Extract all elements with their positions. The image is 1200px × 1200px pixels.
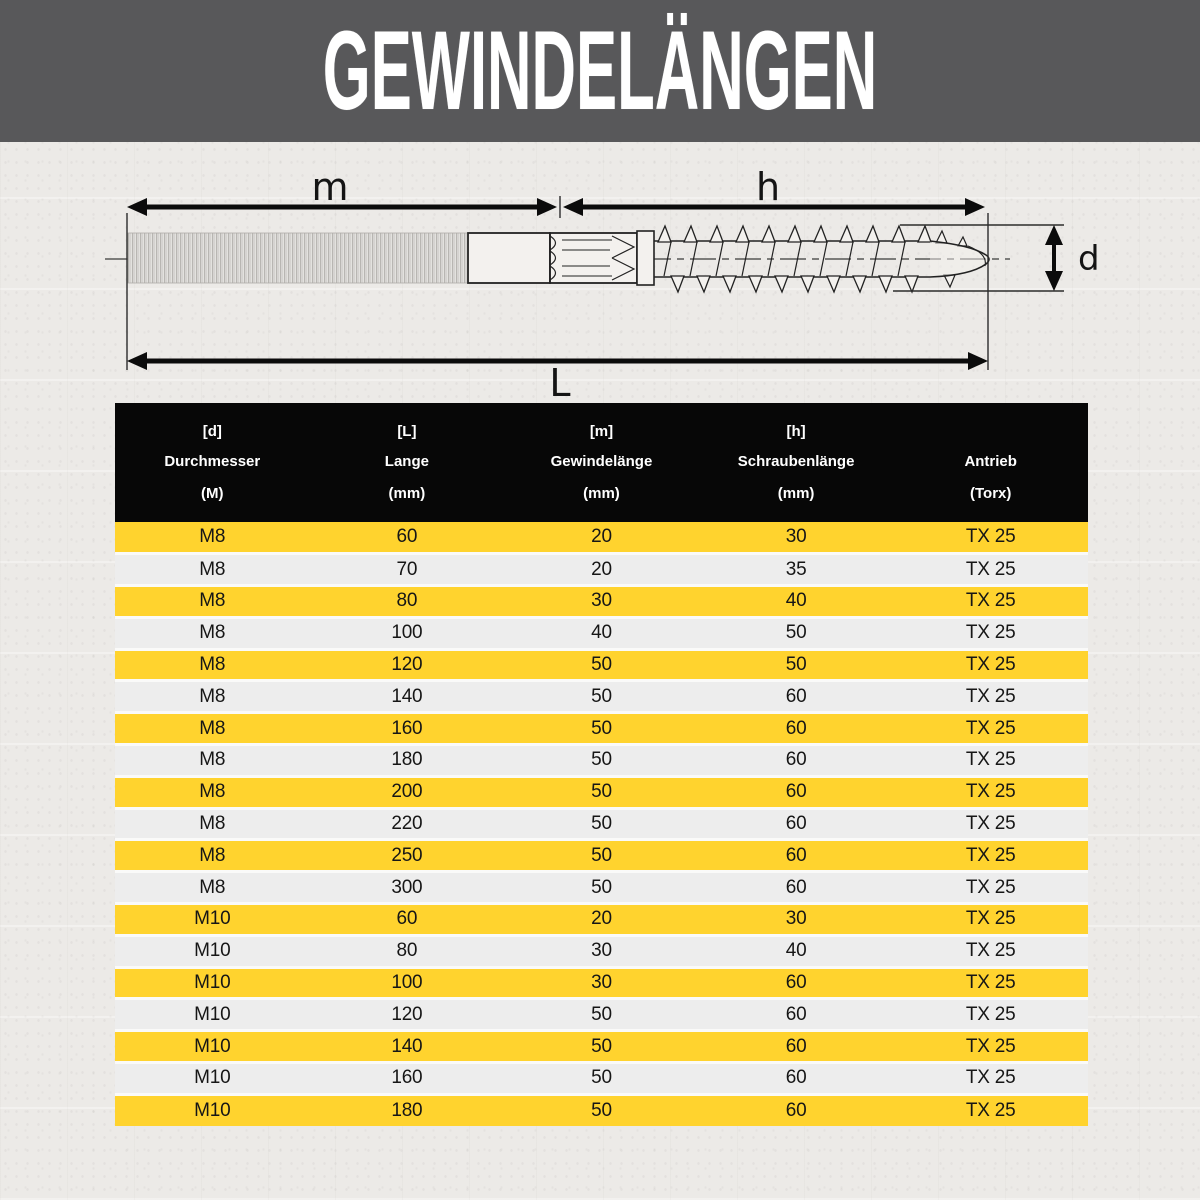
table-cell: M8	[115, 554, 310, 586]
header-name-row	[115, 444, 1088, 479]
table-cell: M10	[115, 1063, 310, 1095]
table-cell: 50	[504, 681, 699, 713]
thread-length-table	[115, 403, 1088, 1126]
table-cell: 50	[504, 1063, 699, 1095]
table-row	[115, 776, 1088, 808]
table-cell: 30	[699, 904, 894, 936]
header-symbol-antrieb	[893, 403, 1088, 444]
table-cell: 60	[310, 522, 505, 554]
table-cell: TX 25	[893, 808, 1088, 840]
table-cell: TX 25	[893, 522, 1088, 554]
header-symbol-row	[115, 403, 1088, 444]
table-cell: TX 25	[893, 967, 1088, 999]
header-name-antrieb: Antrieb	[893, 444, 1088, 479]
table-cell: 60	[699, 1031, 894, 1063]
table-cell: 160	[310, 713, 505, 745]
table-cell: 250	[310, 840, 505, 872]
table-row	[115, 1094, 1088, 1126]
table-cell: 50	[504, 649, 699, 681]
table-cell: 60	[699, 872, 894, 904]
header-unit-antrieb: (Torx)	[893, 479, 1088, 522]
table-cell: 60	[310, 904, 505, 936]
table-cell: TX 25	[893, 904, 1088, 936]
table-row	[115, 840, 1088, 872]
table-row	[115, 999, 1088, 1031]
table-cell: TX 25	[893, 1063, 1088, 1095]
table-cell: M10	[115, 904, 310, 936]
table-cell: 60	[699, 1094, 894, 1126]
table-cell: 50	[504, 872, 699, 904]
dimension-m-label: m	[311, 165, 349, 209]
collar-section	[637, 231, 654, 285]
header-unit-d: (M)	[115, 479, 310, 522]
table-cell: 60	[699, 967, 894, 999]
header-symbol-h: [h]	[699, 403, 894, 444]
header-name-schraubenlaenge: Schraubenlänge	[699, 444, 894, 479]
table-cell: 60	[699, 999, 894, 1031]
table-cell: M8	[115, 649, 310, 681]
table-cell: 60	[699, 808, 894, 840]
table-cell: M10	[115, 935, 310, 967]
table-cell: 60	[699, 745, 894, 777]
table-cell: 60	[699, 713, 894, 745]
table-cell: 40	[699, 586, 894, 618]
table-row	[115, 617, 1088, 649]
table-cell: TX 25	[893, 554, 1088, 586]
table-cell: 220	[310, 808, 505, 840]
header-unit-L: (mm)	[310, 479, 505, 522]
table-cell: TX 25	[893, 649, 1088, 681]
table-cell: 50	[699, 649, 894, 681]
header-symbol-m: [m]	[504, 403, 699, 444]
table-cell: TX 25	[893, 745, 1088, 777]
table-row	[115, 554, 1088, 586]
table-cell: 60	[699, 681, 894, 713]
table-cell: TX 25	[893, 617, 1088, 649]
dimension-L-label: L	[549, 361, 571, 403]
table-cell: 60	[699, 776, 894, 808]
table-row	[115, 872, 1088, 904]
table-cell: 50	[504, 745, 699, 777]
table-cell: 50	[504, 713, 699, 745]
shank-section	[468, 233, 550, 283]
table-cell: M8	[115, 522, 310, 554]
table-cell: TX 25	[893, 586, 1088, 618]
table-cell: M8	[115, 872, 310, 904]
table-cell: 20	[504, 522, 699, 554]
header-symbol-d: [d]	[115, 403, 310, 444]
table-cell: M8	[115, 776, 310, 808]
table-cell: TX 25	[893, 840, 1088, 872]
machine-thread-section	[128, 233, 468, 283]
table-cell: M8	[115, 808, 310, 840]
dimension-h	[563, 165, 985, 216]
drive-section	[550, 233, 637, 283]
table-cell: 60	[699, 1063, 894, 1095]
table-row	[115, 649, 1088, 681]
header-name-durchmesser: Durchmesser	[115, 444, 310, 479]
table-cell: 180	[310, 1094, 505, 1126]
table-cell: 180	[310, 745, 505, 777]
table-cell: 30	[504, 967, 699, 999]
table-cell: TX 25	[893, 681, 1088, 713]
title-bar	[0, 0, 1200, 142]
table-cell: 50	[504, 840, 699, 872]
table-cell: 20	[504, 904, 699, 936]
table-cell: 100	[310, 617, 505, 649]
table-cell: 40	[504, 617, 699, 649]
table-cell: 50	[504, 808, 699, 840]
table-cell: TX 25	[893, 1094, 1088, 1126]
table-cell: TX 25	[893, 713, 1088, 745]
screw-diagram-svg	[0, 142, 1200, 403]
table-cell: 160	[310, 1063, 505, 1095]
table-cell: 140	[310, 1031, 505, 1063]
dimension-L	[127, 352, 988, 403]
table-row	[115, 935, 1088, 967]
table-cell: 20	[504, 554, 699, 586]
table-cell: 50	[504, 1031, 699, 1063]
page-title: GEWINDELÄNGEN	[322, 8, 878, 133]
table-cell: M8	[115, 617, 310, 649]
table-cell: 30	[504, 935, 699, 967]
header-name-gewindelaenge: Gewindelänge	[504, 444, 699, 479]
dimension-d	[1045, 225, 1100, 291]
header-unit-h: (mm)	[699, 479, 894, 522]
table-cell: M8	[115, 713, 310, 745]
header-name-lange: Lange	[310, 444, 505, 479]
table-cell: M10	[115, 967, 310, 999]
table-cell: M10	[115, 999, 310, 1031]
table-cell: 60	[699, 840, 894, 872]
table-cell: 50	[504, 776, 699, 808]
table-cell: TX 25	[893, 776, 1088, 808]
table-row	[115, 522, 1088, 554]
table-cell: M8	[115, 681, 310, 713]
table-cell: M8	[115, 840, 310, 872]
table-row	[115, 1063, 1088, 1095]
table-cell: 300	[310, 872, 505, 904]
dimension-h-label: h	[755, 165, 781, 209]
table-cell: 120	[310, 649, 505, 681]
dimension-d-label: d	[1078, 239, 1100, 279]
table-cell: TX 25	[893, 935, 1088, 967]
table-cell: M8	[115, 586, 310, 618]
table-cell: TX 25	[893, 872, 1088, 904]
header-unit-m: (mm)	[504, 479, 699, 522]
table-cell: 40	[699, 935, 894, 967]
table-cell: 50	[504, 999, 699, 1031]
header-unit-row	[115, 479, 1088, 522]
table-cell: 140	[310, 681, 505, 713]
table-body	[115, 522, 1088, 1126]
table-row	[115, 586, 1088, 618]
table-cell: M10	[115, 1094, 310, 1126]
table-row	[115, 713, 1088, 745]
table-row	[115, 1031, 1088, 1063]
table-cell: M8	[115, 745, 310, 777]
table-cell: 30	[699, 522, 894, 554]
table-cell: TX 25	[893, 1031, 1088, 1063]
table-cell: M10	[115, 1031, 310, 1063]
dimension-m	[127, 165, 557, 216]
table-cell: 30	[504, 586, 699, 618]
screw-diagram	[0, 142, 1200, 403]
table-cell: 120	[310, 999, 505, 1031]
table-cell: 200	[310, 776, 505, 808]
table-cell: 70	[310, 554, 505, 586]
table-cell: 100	[310, 967, 505, 999]
table-row	[115, 745, 1088, 777]
table-cell: 80	[310, 586, 505, 618]
table-row	[115, 808, 1088, 840]
table-cell: 50	[504, 1094, 699, 1126]
table-row	[115, 681, 1088, 713]
table-row	[115, 904, 1088, 936]
table-row	[115, 967, 1088, 999]
table-header	[115, 403, 1088, 522]
table-cell: 80	[310, 935, 505, 967]
table-cell: 50	[699, 617, 894, 649]
table-cell: 35	[699, 554, 894, 586]
table-cell: TX 25	[893, 999, 1088, 1031]
header-symbol-L: [L]	[310, 403, 505, 444]
